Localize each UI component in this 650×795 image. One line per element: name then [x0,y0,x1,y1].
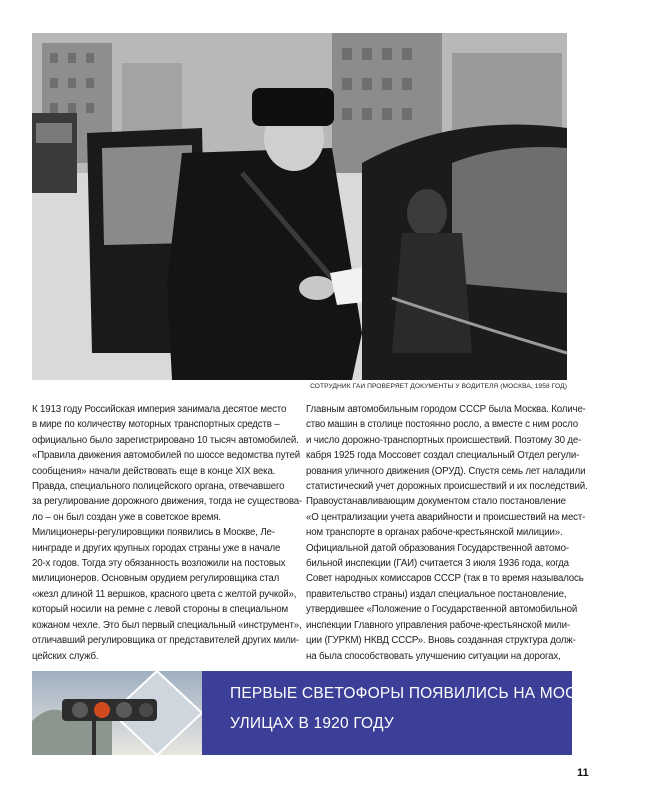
paragraph-line: ном транспорте в органах рабоче-крестьянской милиции». [306,527,563,539]
paragraph-line: Милиционеры-регулировщики появились в Москве, Ле- [32,527,275,539]
paragraph-line: К 1913 году Российская империя занимала десятое место [32,404,287,415]
paragraph-line: «О централизации учета аварийности и происшествий на мест- [306,511,586,523]
page-number: 11 [577,767,589,779]
paragraph-line: Главным автомобильным городом СССР была Москва. Количе- [306,404,586,415]
traffic-light-photo [32,671,202,755]
photo-caption: СОТРУДНИК ГАИ ПРОВЕРЯЕТ ДОКУМЕНТЫ У ВОДИТЕЛЯ (МОСКВА, 1958 ГОД) [310,383,567,390]
paragraph-line: рования уличного движения (ОРУД). Спустя семь лет наладили [306,465,586,477]
fact-banner [32,671,650,755]
banner-title-line: ПЕРВЫЕ СВЕТОФОРЫ ПОЯВИЛИСЬ НА МОСКОВСКИХ [230,685,650,702]
archive-photo-gai-officer [32,33,567,380]
paragraph-line: Правоустанавливающим документом стало постановление [306,496,566,508]
paragraph-line: в мире по количеству моторных транспортных средств – [32,419,280,431]
paragraph-line: правительство страны) издал специальное постановление, [306,588,567,600]
paragraph-line: 20-х годов. Тогда эту обязанность возложили на постовых [32,558,286,570]
paragraph-line: за регулирование дорожного движения, тогда не существова- [32,496,303,508]
paragraph-line: инспекции Главного управления рабоче-крестьянской мили- [306,619,570,631]
paragraph-line: ство машин в столице постоянно росло, а вместе с ним росло [306,419,578,431]
paragraph-line: утвердившее «Положение о Государственной автомобильной [306,604,578,616]
article-column-right [306,402,588,664]
paragraph-line: цейских служб. [32,650,99,662]
banner-title-line: УЛИЦАХ В 1920 ГОДУ [230,715,394,732]
paragraph-line: официально было зарегистрировано 10 тысяч автомобилей. [32,434,299,446]
paragraph-line: бильной инспекции (ГАИ) считается 3 июля 1936 года, когда [306,558,569,570]
paragraph-line: кабря 1925 года Моссовет создал специальный Отдел регули- [306,450,580,462]
paragraph-line: Правда, специального полицейского органа, отвечавшего [32,481,285,493]
paragraph-line: на была способствовать улучшению ситуации на дорогах, [306,650,561,662]
paragraph-line: Совет народных комиссаров СССР (так в то время называлось [306,573,584,585]
banner-title [230,679,650,739]
article-column-left [32,402,303,664]
traffic-light-icon [32,671,202,755]
paragraph-line: ции (ГУРКМ) НКВД СССР». Вновь созданная структура долж- [306,635,576,647]
paragraph-line: отличавший регулировщика от представителей других мили- [32,635,299,647]
paragraph-line: ло – он был создан уже в советское время. [32,511,221,523]
paragraph-line: «жезл длиной 11 вершков, красного цвета с желтой ручкой», [32,588,297,600]
photo-illustration [32,33,567,380]
paragraph-line: и число дорожно-транспортных происшествий. Поэтому 30 де- [306,434,582,446]
paragraph-line: милиционеров. Основным орудием регулировщика стал [32,573,280,585]
paragraph-line: нинграде и других крупных городах страны уже в начале [32,542,281,554]
paragraph-line: кожаном чехле. Это был первый специальный «инструмент», [32,619,302,631]
paragraph-line: статистический учет дорожных происшествий и их последствий. [306,481,588,493]
paragraph-line: сообщения» начали действовать еще в конце XIX века. [32,465,276,477]
paragraph-line: «Правила движения автомобилей по шоссе ведомства путей [32,450,301,462]
paragraph-line: Официальной датой образования Государственной автомо- [306,542,569,554]
paragraph-line: который носили на ремне с левой стороны в специальном [32,604,288,616]
